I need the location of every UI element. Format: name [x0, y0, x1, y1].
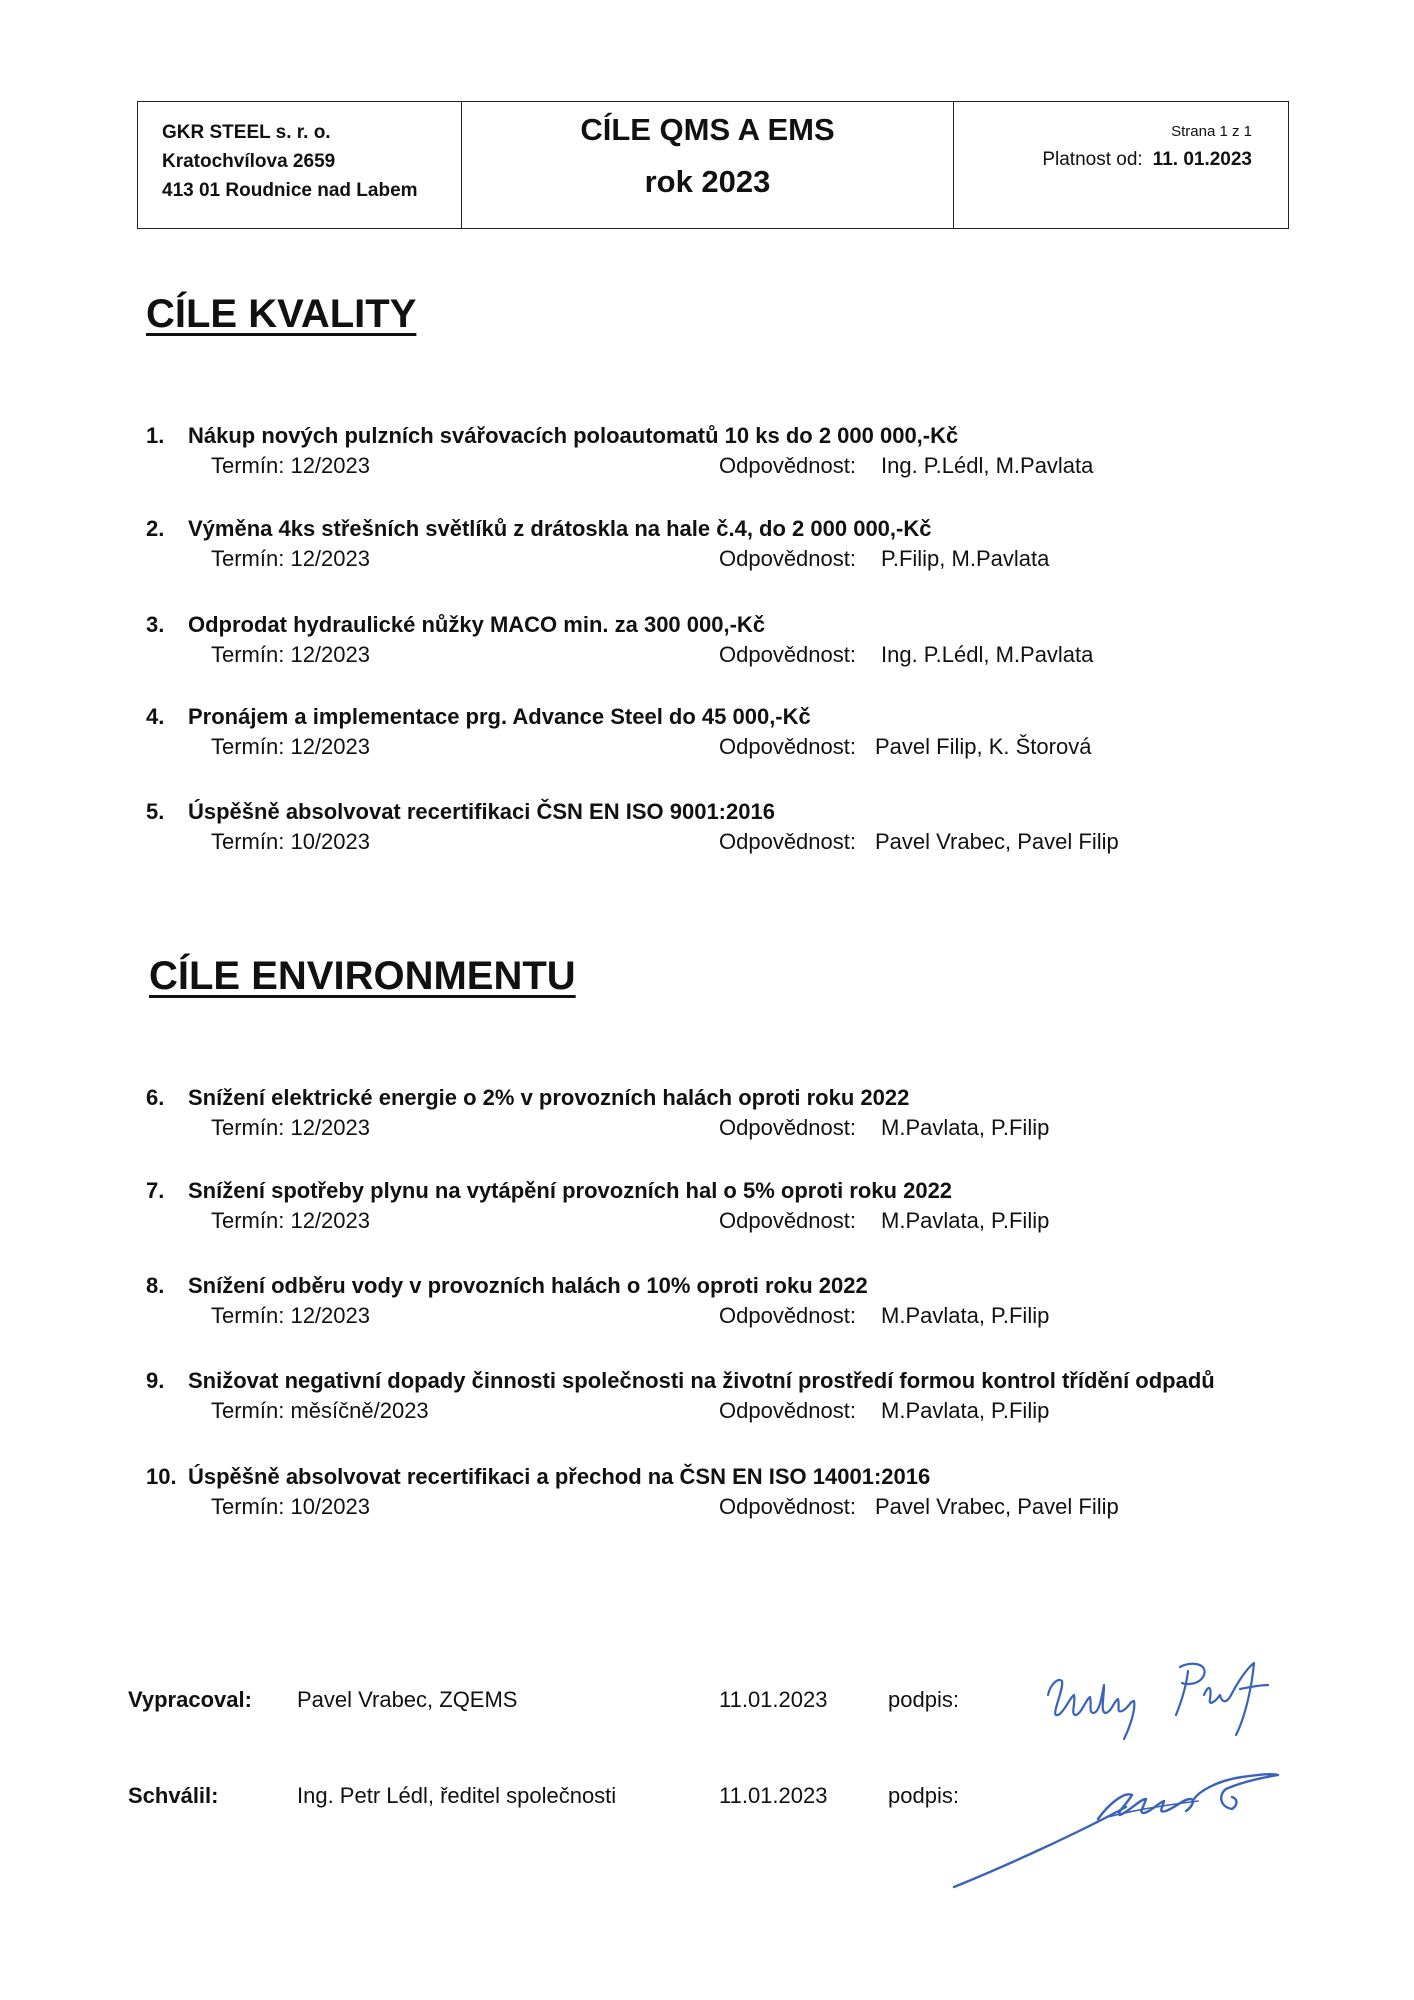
goal-text: Snižovat negativní dopady činnosti společnosti na životní prostředí formou kontrol třídění odpadů [188, 1368, 1215, 1393]
goal-number: 7. [146, 1178, 165, 1203]
goal-term: Termín: 12/2023 [211, 642, 370, 667]
goal-text: Odprodat hydraulické nůžky MACO min. za 300 000,-Kč [188, 612, 766, 637]
goal-text: Úspěšně absolvovat recertifikaci ČSN EN ISO 9001:2016 [188, 799, 775, 824]
goal-term: Termín: 12/2023 [211, 1115, 370, 1140]
env-goal-6 [146, 1083, 1296, 1143]
goal-number: 3. [146, 612, 165, 637]
document-title-line1: CÍLE QMS A EMS [580, 112, 835, 147]
document-header [137, 101, 1289, 229]
goal-resp-label: Odpovědnost: [719, 1398, 856, 1423]
goal-text: Nákup nových pulzních svářovacích poloautomatů 10 ks do 2 000 000,-Kč [188, 423, 959, 448]
company-street: Kratochvílova 2659 [162, 151, 336, 172]
quality-section-title: CÍLE KVALITY [146, 292, 417, 336]
goal-text: Výměna 4ks střešních světlíků z drátoskla na hale č.4, do 2 000 000,-Kč [188, 516, 932, 541]
goal-term: Termín: 12/2023 [211, 1303, 370, 1328]
goal-resp-label: Odpovědnost: [719, 642, 856, 667]
goal-number: 8. [146, 1273, 165, 1298]
goal-term: Termín: 10/2023 [211, 829, 370, 854]
document-title-line2: rok 2023 [644, 164, 771, 199]
goal-resp: P.Filip, M.Pavlata [881, 546, 1050, 571]
page-number: Strana 1 z 1 [1171, 123, 1252, 140]
document-title [462, 102, 954, 228]
prepared-label: Vypracoval: [128, 1687, 252, 1712]
approved-label: Schválil: [128, 1783, 219, 1808]
goal-resp-label: Odpovědnost: [719, 1208, 856, 1233]
environment-section-title: CÍLE ENVIRONMENTU [149, 954, 576, 998]
goal-resp: M.Pavlata, P.Filip [881, 1303, 1050, 1328]
signature-ledl [948, 1755, 1298, 1895]
approved-sign-label: podpis: [888, 1783, 959, 1808]
company-name: GKR STEEL s. r. o. [162, 122, 331, 143]
goal-text: Snížení spotřeby plynu na vytápění provozních hal o 5% oproti roku 2022 [188, 1178, 953, 1203]
env-goal-9 [146, 1366, 1296, 1426]
goal-resp-label: Odpovědnost: [719, 734, 856, 759]
goal-text: Snížení elektrické energie o 2% v provozních halách oproti roku 2022 [188, 1085, 910, 1110]
company-city: 413 01 Roudnice nad Labem [162, 180, 418, 201]
goal-number: 10. [146, 1464, 177, 1489]
env-goal-8 [146, 1271, 1296, 1331]
prepared-date: 11.01.2023 [719, 1687, 828, 1712]
validity [954, 146, 1252, 174]
goal-term: Termín: 12/2023 [211, 453, 370, 478]
goal-resp: Pavel Vrabec, Pavel Filip [875, 829, 1119, 854]
goal-term: Termín: měsíčně/2023 [211, 1398, 429, 1423]
quality-goal-4 [146, 702, 1296, 762]
goal-term: Termín: 12/2023 [211, 546, 370, 571]
validity-date: 11. 01.2023 [1152, 149, 1252, 170]
goal-resp-label: Odpovědnost: [719, 1115, 856, 1140]
goal-resp: Pavel Filip, K. Štorová [875, 734, 1092, 759]
goal-resp-label: Odpovědnost: [719, 546, 856, 571]
goal-text: Pronájem a implementace prg. Advance Steel do 45 000,-Kč [188, 704, 811, 729]
quality-goal-1 [146, 421, 1296, 481]
goal-term: Termín: 12/2023 [211, 734, 370, 759]
env-goal-10 [146, 1462, 1296, 1522]
goal-number: 2. [146, 516, 165, 541]
goal-resp: Ing. P.Lédl, M.Pavlata [881, 642, 1094, 667]
goal-resp-label: Odpovědnost: [719, 829, 856, 854]
goal-resp-label: Odpovědnost: [719, 1303, 856, 1328]
prepared-sign-label: podpis: [888, 1687, 959, 1712]
quality-goal-2 [146, 514, 1296, 574]
quality-goal-3 [146, 610, 1296, 670]
goal-number: 5. [146, 799, 165, 824]
quality-goal-5 [146, 797, 1296, 857]
company-info [138, 102, 462, 228]
goal-number: 9. [146, 1368, 165, 1393]
goal-number: 1. [146, 423, 165, 448]
goal-number: 6. [146, 1085, 165, 1110]
validity-label: Platnost od: [1042, 149, 1143, 170]
goal-text: Úspěšně absolvovat recertifikaci a přechod na ČSN EN ISO 14001:2016 [188, 1464, 931, 1489]
approved-date: 11.01.2023 [719, 1783, 828, 1808]
goal-resp: M.Pavlata, P.Filip [881, 1398, 1050, 1423]
goal-resp: Ing. P.Lédl, M.Pavlata [881, 453, 1094, 478]
approved-name: Ing. Petr Lédl, ředitel společnosti [297, 1783, 617, 1808]
goal-text: Snížení odběru vody v provozních halách o 10% oproti roku 2022 [188, 1273, 868, 1298]
goal-term: Termín: 10/2023 [211, 1494, 370, 1519]
goal-resp: M.Pavlata, P.Filip [881, 1208, 1050, 1233]
signature-vrabec [1040, 1655, 1290, 1745]
goal-resp: Pavel Vrabec, Pavel Filip [875, 1494, 1119, 1519]
goal-number: 4. [146, 704, 165, 729]
goal-resp: M.Pavlata, P.Filip [881, 1115, 1050, 1140]
document-meta [954, 102, 1288, 228]
env-goal-7 [146, 1176, 1296, 1236]
goal-resp-label: Odpovědnost: [719, 453, 856, 478]
prepared-name: Pavel Vrabec, ZQEMS [297, 1687, 518, 1712]
goal-term: Termín: 12/2023 [211, 1208, 370, 1233]
goal-resp-label: Odpovědnost: [719, 1494, 856, 1519]
